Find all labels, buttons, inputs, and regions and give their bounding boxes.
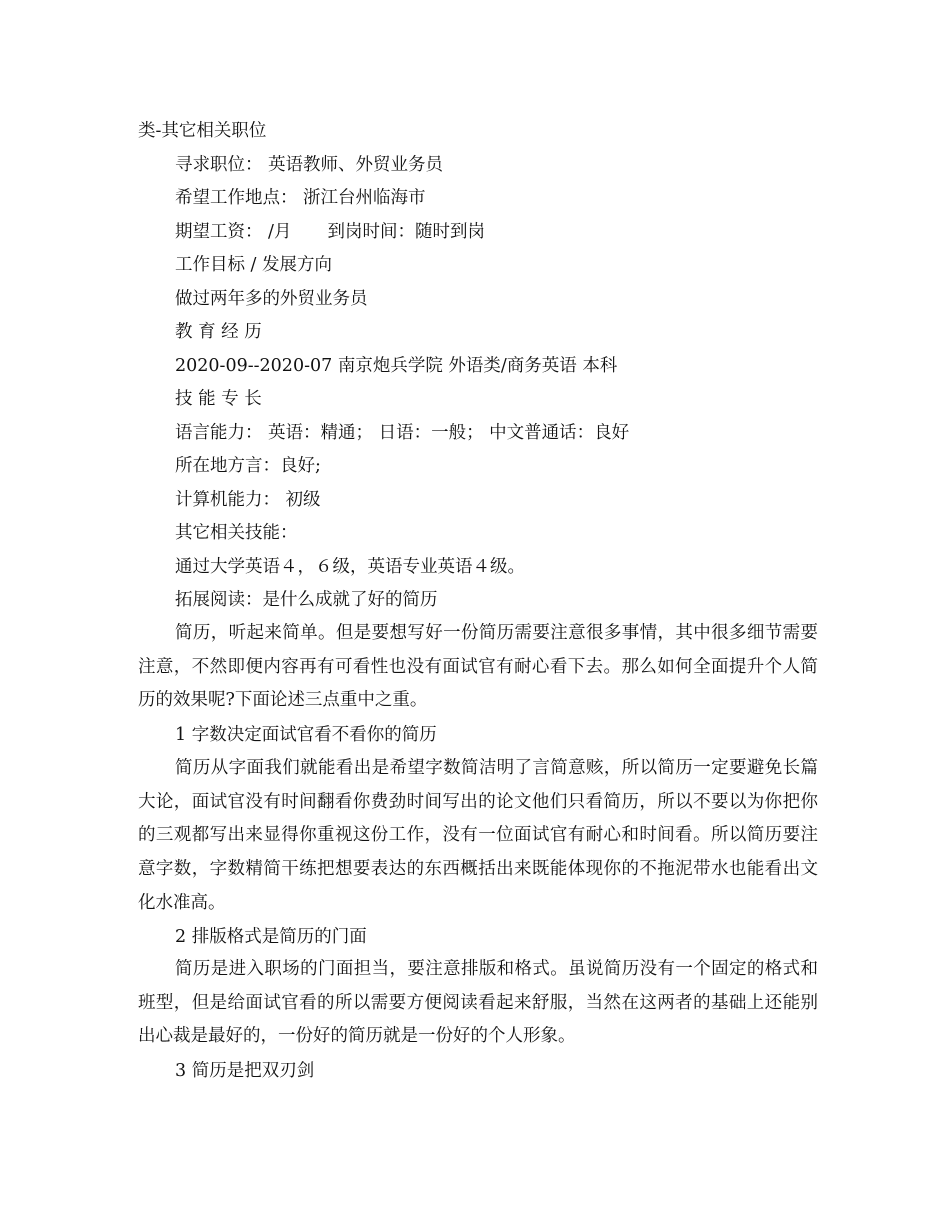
computer-skills: 计算机能力： 初级 [175, 490, 321, 510]
point-2-text: 简历是进入职场的门面担当，要注意排版和格式。虽说简历没有一个固定的格式和班型，但是给面试官看的所以需要方便阅读看起来舒服，当然在这两者的基础上还能别出心裁是最好的，一份好的简历就是一份好的个人形象。 [138, 959, 818, 1047]
job-sought-line: 寻求职位： 英语教师、外贸业务员 [175, 155, 444, 175]
point-1-text: 简历从字面我们就能看出是希望字数简洁明了言简意赅，所以简历一定要避免长篇大论，面试官没有时间翻看你费劲时间写出的论文他们只看简历，所以不要以为你把你的三观都写出来显得你重视这份工作，没有一位面试官有耐心和时间看。所以简历要注意字数，字数精简干练把想要表达的东西概括出来既能体现你的不拖泥带水也能看出文化水准高。 [138, 758, 818, 913]
salary-text: 期望工资： /月 [175, 222, 292, 242]
salary-arrival-line [175, 215, 855, 249]
point-1-title: 1 字数决定面试官看不看你的简历 [175, 725, 437, 745]
dialect-line: 所在地方言：良好; [175, 456, 321, 476]
category-line: 类-其它相关职位 [138, 121, 267, 141]
article-intro: 简历，听起来简单。但是要想写好一份简历需要注意很多事情，其中很多细节需要注意，不然即便内容再有可看性也没有面试官有耐心看下去。那么如何全面提升个人简历的效果呢?下面论述三点重中之重。 [138, 623, 818, 711]
article-title: 拓展阅读：是什么成就了好的简历 [175, 590, 438, 610]
goal-heading: 工作目标 / 发展方向 [175, 255, 333, 275]
point-3-title: 3 简历是把双刃剑 [175, 1061, 315, 1081]
arrival-text: 到岗时间：随时到岗 [327, 222, 485, 242]
certificates-line: 通过大学英语４，６级，英语专业英语４级。 [175, 557, 525, 577]
language-skills: 语言能力： 英语：精通； 日语：一般； 中文普通话：良好 [175, 423, 630, 443]
point-2-title: 2 排版格式是简历的门面 [175, 927, 367, 947]
education-heading: 教 育 经 历 [175, 322, 262, 342]
other-skills-heading: 其它相关技能： [175, 523, 298, 543]
location-line: 希望工作地点： 浙江台州临海市 [175, 188, 426, 208]
education-entry: 2020-09--2020-07 南京炮兵学院 外语类/商务英语 本科 [175, 356, 618, 376]
skills-heading: 技 能 专 长 [175, 389, 262, 409]
goal-text: 做过两年多的外贸业务员 [175, 289, 368, 309]
